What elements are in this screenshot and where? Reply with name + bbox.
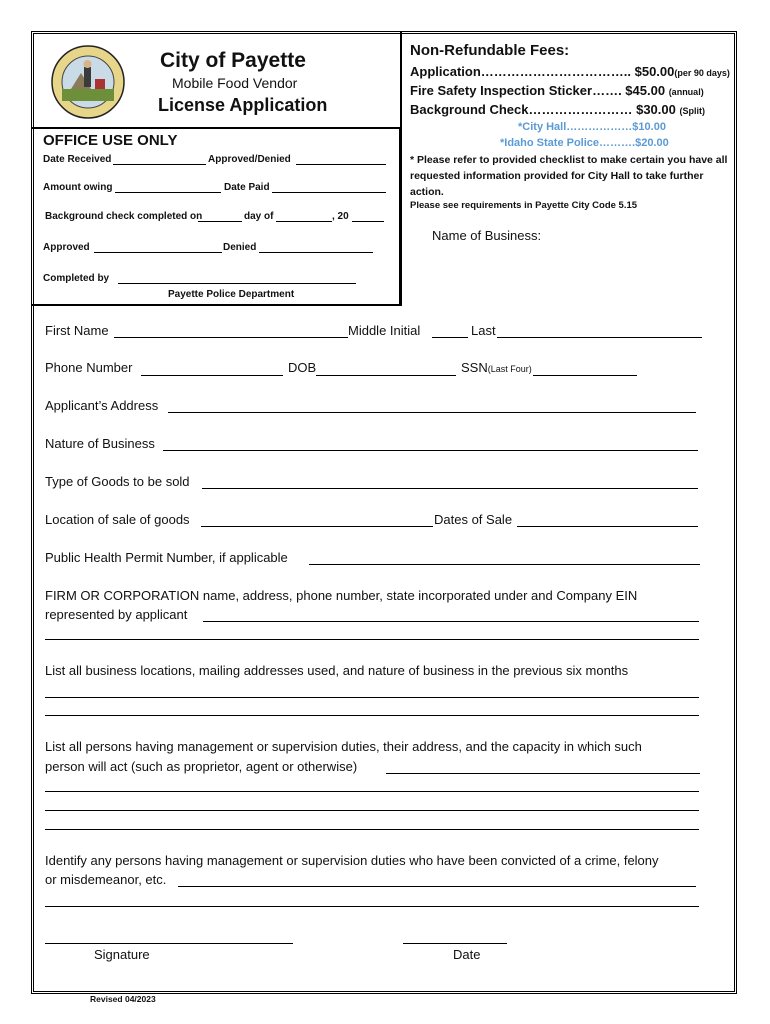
fee-application: Application…………………………….. $50.00(per 90 days) [410,64,730,79]
amount-owing-field[interactable] [115,192,221,193]
dob-field[interactable] [316,375,456,376]
checklist-notice: * Please refer to provided checklist to make certain you have all requested information provided for City Hall to take further action. [410,154,728,198]
revision-note: Revised 04/2023 [90,994,156,1004]
signature-field[interactable] [45,943,293,944]
amount-owing-label: Amount owing [43,182,113,193]
form-subtitle: Mobile Food Vendor [172,75,298,91]
bg-check-day-field[interactable] [198,221,242,222]
middle-initial-field[interactable] [432,337,468,338]
year-prefix-label: , 20 [332,211,349,222]
approved-denied-field[interactable] [296,164,386,165]
city-code-note: Please see requirements in Payette City Code 5.15 [410,200,638,211]
day-of-label: day of [244,211,274,222]
convicted-field-1[interactable] [178,886,696,887]
date-received-field[interactable] [113,164,206,165]
persons-field-4[interactable] [45,829,699,830]
date-paid-field[interactable] [272,192,386,193]
location-field[interactable] [201,526,433,527]
nature-field[interactable] [163,450,698,451]
fee-background: Background Check…………………… $30.00 (Split) [410,102,705,117]
fee-fire-safety: Fire Safety Inspection Sticker……. $45.00 (annual) [410,83,704,98]
nature-label: Nature of Business [45,436,155,451]
persons-label-line2: person will act (such as proprietor, agent or otherwise) [45,759,358,774]
dob-label: DOB [288,360,317,375]
office-use-heading: OFFICE USE ONLY [43,132,178,149]
firm-label-line2: represented by applicant [45,607,188,622]
last-name-label: Last [471,323,496,338]
location-label: Location of sale of goods [45,512,190,527]
bg-check-label: Background check completed on [45,211,203,222]
convicted-field-2[interactable] [45,906,699,907]
address-field[interactable] [168,412,696,413]
date-label: Date [453,947,481,962]
address-label: Applicant’s Address [45,398,159,413]
firm-label-line1: FIRM OR CORPORATION name, address, phone number, state incorporated under and Company EIN [45,588,638,603]
header-divider [400,31,402,306]
denied-label: Denied [223,242,257,253]
dates-field[interactable] [517,526,698,527]
denied-field[interactable] [259,252,373,253]
bg-check-year-field[interactable] [352,221,384,222]
fee-police-split: *Idaho State Police……….$20.00 [500,137,669,149]
last-name-field[interactable] [497,337,702,338]
locations-field-1[interactable] [45,697,699,698]
city-name: City of Payette [160,49,306,72]
goods-field[interactable] [202,488,698,489]
date-received-label: Date Received [43,154,112,165]
persons-label-line1: List all persons having management or supervision duties, their address, and the capacity in which such [45,739,642,754]
persons-field-1[interactable] [386,773,700,774]
signature-label: Signature [94,947,150,962]
approved-label: Approved [43,242,90,253]
form-title: License Application [158,95,328,115]
date-field[interactable] [403,943,507,944]
completed-by-label: Completed by [43,273,110,284]
firm-field-1[interactable] [203,621,699,622]
convicted-label-line1: Identify any persons having management or supervision duties who have been convicted of a crime, felony [45,853,659,868]
approved-denied-label: Approved/Denied [208,154,291,165]
bg-check-month-field[interactable] [276,221,332,222]
first-name-field[interactable] [114,337,348,338]
phone-field[interactable] [141,375,283,376]
locations-label: List all business locations, mailing addresses used, and nature of business in the previous six months [45,663,629,678]
persons-field-3[interactable] [45,810,699,811]
persons-field-2[interactable] [45,791,699,792]
permit-label: Public Health Permit Number, if applicable [45,550,288,565]
ssn-label: SSN(Last Four) [461,360,532,375]
approved-field[interactable] [94,252,222,253]
date-paid-label: Date Paid [224,182,270,193]
goods-label: Type of Goods to be sold [45,474,190,489]
fee-city-hall-split: *City Hall………………$10.00 [518,121,666,133]
permit-field[interactable] [309,564,700,565]
city-seal-logo [51,45,125,119]
firm-field-2[interactable] [45,639,699,640]
first-name-label: First Name [45,323,109,338]
completed-by-field[interactable] [118,283,356,284]
locations-field-2[interactable] [45,715,699,716]
ssn-field[interactable] [533,375,637,376]
phone-label: Phone Number [45,360,133,375]
dates-label: Dates of Sale [434,512,513,527]
middle-initial-label: Middle Initial [348,323,421,338]
business-name-label: Name of Business: [432,228,542,243]
fees-heading: Non-Refundable Fees: [410,42,570,59]
police-dept-label: Payette Police Department [168,289,295,300]
convicted-label-line2: or misdemeanor, etc. [45,872,167,887]
